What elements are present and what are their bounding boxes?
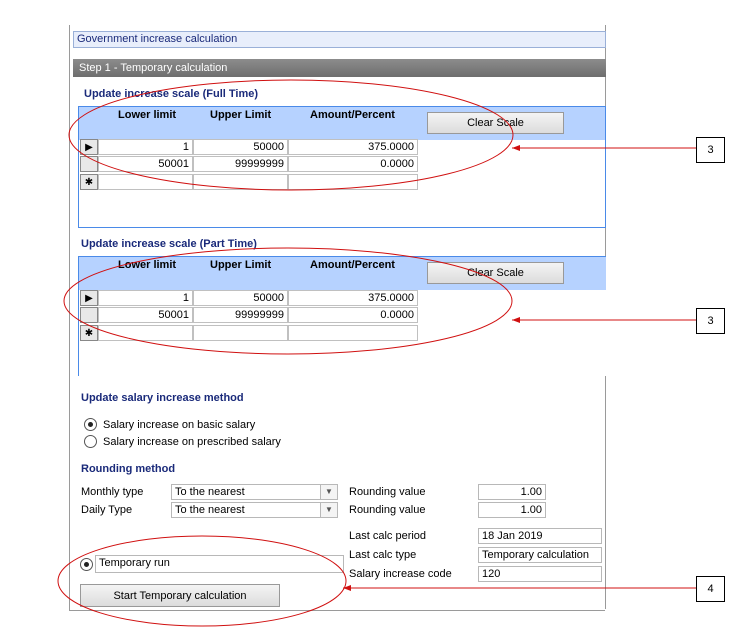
pt-col-amount: Amount/Percent [310,259,395,271]
chevron-down-icon[interactable]: ▼ [320,485,337,499]
annotation-ellipse-full-time [69,80,513,190]
callout-part-time: 3 [696,308,725,334]
pt-new-row-selector[interactable]: ✱ [80,325,98,341]
ft-row2-upper[interactable]: 99999999 [193,156,288,172]
daily-type-value: To the nearest [175,504,245,516]
pt-row1-upper[interactable]: 50000 [193,290,288,306]
ft-col-amount: Amount/Percent [310,109,395,121]
radio-basic-salary-label: Salary increase on basic salary [103,418,256,431]
ft-row-selector-1[interactable]: ▶ [80,139,98,155]
pt-clear-scale-button[interactable]: Clear Scale [427,262,564,284]
part-time-title: Update increase scale (Part Time) [81,238,257,250]
last-calc-type-value: Temporary calculation [478,547,602,563]
callout-run: 4 [696,576,725,602]
monthly-type-value: To the nearest [175,486,245,498]
ft-col-lower: Lower limit [118,109,177,121]
pt-row-selector-1[interactable]: ▶ [80,290,98,306]
salary-method-title: Update salary increase method [81,392,244,404]
monthly-rounding-value-input[interactable]: 1.00 [478,484,546,500]
pt-row2-amount[interactable]: 0.0000 [288,307,418,323]
window-title: Government increase calculation [73,31,606,48]
ft-row1-amount[interactable]: 375.0000 [288,139,418,155]
rounding-title: Rounding method [81,463,176,475]
last-calc-period-value: 18 Jan 2019 [478,528,602,544]
arrowhead-icon [512,145,520,151]
ft-new-row-selector[interactable]: ✱ [80,174,98,190]
salary-increase-code-label: Salary increase code [349,568,452,580]
last-calc-period-label: Last calc period [349,530,427,542]
annotation-ellipse-part-time [64,248,512,354]
daily-rounding-value-label: Rounding value [349,504,426,516]
pt-row2-upper[interactable]: 99999999 [193,307,288,323]
annotation-ellipse-run [58,536,346,626]
salary-increase-code-value: 120 [478,566,602,582]
ft-col-upper: Upper Limit [210,109,272,121]
ft-row2-amount[interactable]: 0.0000 [288,156,418,172]
full-time-title: Update increase scale (Full Time) [84,88,259,100]
pt-row1-amount[interactable]: 375.0000 [288,290,418,306]
callout-full-time: 3 [696,137,725,163]
arrowhead-icon [512,317,520,323]
step-header: Step 1 - Temporary calculation [73,59,606,77]
last-calc-type-label: Last calc type [349,549,417,561]
radio-prescribed-salary-label: Salary increase on prescribed salary [103,435,281,448]
monthly-type-label: Monthly type [81,486,144,498]
pt-col-upper: Upper Limit [210,259,272,271]
temporary-run-label: Temporary run [95,555,344,573]
ft-clear-scale-button[interactable]: Clear Scale [427,112,564,134]
daily-type-label: Daily Type [81,504,133,516]
chevron-down-icon[interactable]: ▼ [320,503,337,517]
pt-row2-lower[interactable]: 50001 [98,307,193,323]
ft-row1-lower[interactable]: 1 [98,139,193,155]
ft-row2-lower[interactable]: 50001 [98,156,193,172]
arrowhead-icon [343,585,351,591]
daily-rounding-value-input[interactable]: 1.00 [478,502,546,518]
pt-row1-lower[interactable]: 1 [98,290,193,306]
start-temporary-calculation-button[interactable]: Start Temporary calculation [80,584,280,607]
ft-row1-upper[interactable]: 50000 [193,139,288,155]
pt-col-lower: Lower limit [118,259,177,271]
monthly-rounding-value-label: Rounding value [349,486,426,498]
